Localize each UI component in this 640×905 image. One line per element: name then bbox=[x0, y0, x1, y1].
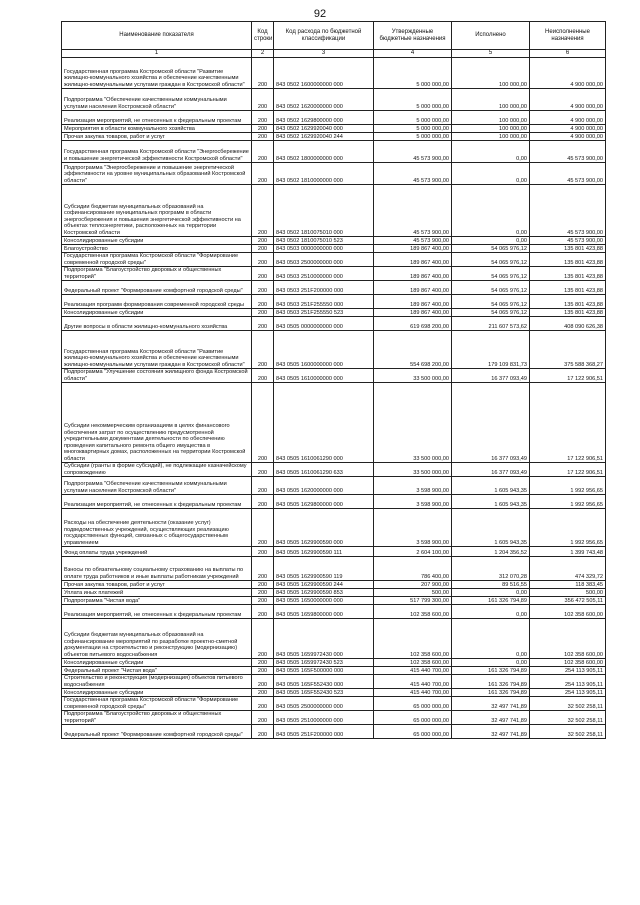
table-row bbox=[62, 383, 606, 463]
row-unexecuted: 356 472 505,11 bbox=[530, 597, 606, 605]
header-unexecuted: Неисполненные назначения bbox=[530, 22, 606, 50]
row-approved: 5 000 000,00 bbox=[374, 111, 452, 125]
table-body bbox=[62, 58, 606, 739]
table-row bbox=[62, 133, 606, 141]
row-executed: 32 497 741,89 bbox=[452, 697, 530, 711]
row-approved: 619 698 200,00 bbox=[374, 317, 452, 331]
row-name: Прочая закупка товаров, работ и услуг bbox=[62, 133, 252, 141]
row-executed: 0,00 bbox=[452, 163, 530, 185]
row-unexecuted: 135 801 423,88 bbox=[530, 245, 606, 253]
row-name: Консолидированные субсидии bbox=[62, 309, 252, 317]
row-approved: 102 358 600,00 bbox=[374, 659, 452, 667]
row-unexecuted: 32 502 258,11 bbox=[530, 711, 606, 725]
row-executed: 54 065 976,12 bbox=[452, 253, 530, 267]
column-number: 6 bbox=[530, 50, 606, 58]
row-unexecuted: 45 573 900,00 bbox=[530, 185, 606, 237]
row-name: Консолидированные субсидии bbox=[62, 237, 252, 245]
row-code: 200 bbox=[252, 58, 274, 89]
row-approved: 415 440 700,00 bbox=[374, 675, 452, 689]
row-executed: 161 326 794,89 bbox=[452, 675, 530, 689]
row-code: 200 bbox=[252, 245, 274, 253]
row-unexecuted: 1 399 743,48 bbox=[530, 547, 606, 557]
row-classification: 843 0505 1629900590 111 bbox=[274, 547, 374, 557]
row-executed: 0,00 bbox=[452, 589, 530, 597]
row-unexecuted: 4 900 000,00 bbox=[530, 125, 606, 133]
row-name: Уплата иных платежей bbox=[62, 589, 252, 597]
row-executed: 0,00 bbox=[452, 605, 530, 619]
table-row bbox=[62, 141, 606, 163]
row-classification: 843 0505 1629900590 853 bbox=[274, 589, 374, 597]
row-unexecuted: 500,00 bbox=[530, 589, 606, 597]
row-unexecuted: 1 992 956,65 bbox=[530, 495, 606, 509]
header-classification: Код расхода по бюджетной классификации bbox=[274, 22, 374, 50]
row-name: Другие вопросы в области жилищно-коммунального хозяйства bbox=[62, 317, 252, 331]
table-row bbox=[62, 725, 606, 739]
table-row bbox=[62, 309, 606, 317]
row-code: 200 bbox=[252, 317, 274, 331]
row-classification: 843 0502 1810075010 523 bbox=[274, 237, 374, 245]
table-row bbox=[62, 697, 606, 711]
row-executed: 100 000,00 bbox=[452, 89, 530, 111]
row-classification: 843 0502 1629800000 000 bbox=[274, 111, 374, 125]
page-number: 92 bbox=[313, 8, 327, 20]
table-row bbox=[62, 509, 606, 547]
row-name: Подпрограмма "Обеспечение качественными коммунальными услугами населения Костромской области" bbox=[62, 477, 252, 495]
row-classification: 843 0505 1629900590 244 bbox=[274, 581, 374, 589]
row-name: Субсидии (гранты в форме субсидий), не подлежащие казначейскому сопровождению bbox=[62, 463, 252, 477]
row-approved: 5 000 000,00 bbox=[374, 133, 452, 141]
row-approved: 3 598 900,00 bbox=[374, 477, 452, 495]
row-classification: 843 0502 1810075010 000 bbox=[274, 185, 374, 237]
row-classification: 843 0505 1610061290 633 bbox=[274, 463, 374, 477]
column-number: 3 bbox=[274, 50, 374, 58]
row-name: Государственная программа Костромской области "Развитие жилищно-коммунального хозяйства и обеспечение качественными жилищно-коммунальными услугами граждан в Костромской области" bbox=[62, 331, 252, 369]
row-executed: 32 497 741,89 bbox=[452, 725, 530, 739]
row-code: 200 bbox=[252, 597, 274, 605]
row-name: Строительство и реконструкция (модернизация) объектов питьевого водоснабжения bbox=[62, 675, 252, 689]
row-name: Государственная программа Костромской области "Развитие жилищно-коммунального хозяйства и обеспечение качественными жилищно-коммунальными услугами граждан в Костромской области" bbox=[62, 58, 252, 89]
row-unexecuted: 102 358 600,00 bbox=[530, 619, 606, 659]
row-unexecuted: 17 122 906,51 bbox=[530, 369, 606, 383]
row-approved: 189 867 400,00 bbox=[374, 281, 452, 295]
row-approved: 554 698 200,00 bbox=[374, 331, 452, 369]
table-row bbox=[62, 163, 606, 185]
row-name: Федеральный проект "Формирование комфортной городской среды" bbox=[62, 281, 252, 295]
row-unexecuted: 118 383,45 bbox=[530, 581, 606, 589]
table-row bbox=[62, 317, 606, 331]
row-approved: 45 573 900,00 bbox=[374, 237, 452, 245]
row-code: 200 bbox=[252, 697, 274, 711]
row-classification: 843 0505 1620000000 000 bbox=[274, 477, 374, 495]
row-unexecuted: 135 801 423,88 bbox=[530, 267, 606, 281]
header-executed: Исполнено bbox=[452, 22, 530, 50]
row-code: 200 bbox=[252, 689, 274, 697]
row-executed: 0,00 bbox=[452, 185, 530, 237]
row-code: 200 bbox=[252, 711, 274, 725]
row-unexecuted: 45 573 900,00 bbox=[530, 163, 606, 185]
row-approved: 415 440 700,00 bbox=[374, 667, 452, 675]
row-unexecuted: 135 801 423,88 bbox=[530, 309, 606, 317]
row-unexecuted: 45 573 900,00 bbox=[530, 237, 606, 245]
row-name: Реализация программ формирования современной городской среды bbox=[62, 295, 252, 309]
row-executed: 1 605 943,35 bbox=[452, 509, 530, 547]
table-row bbox=[62, 667, 606, 675]
row-code: 200 bbox=[252, 659, 274, 667]
row-name: Реализация мероприятий, не отнесенных к федеральным проектам bbox=[62, 495, 252, 509]
row-approved: 45 573 900,00 bbox=[374, 185, 452, 237]
row-approved: 5 000 000,00 bbox=[374, 125, 452, 133]
row-code: 200 bbox=[252, 589, 274, 597]
row-approved: 189 867 400,00 bbox=[374, 245, 452, 253]
row-classification: 843 0505 1659972430 523 bbox=[274, 659, 374, 667]
row-executed: 54 065 976,12 bbox=[452, 309, 530, 317]
row-code: 200 bbox=[252, 369, 274, 383]
row-executed: 54 065 976,12 bbox=[452, 295, 530, 309]
row-executed: 16 377 093,49 bbox=[452, 463, 530, 477]
row-code: 200 bbox=[252, 331, 274, 369]
row-name: Подпрограмма "Энергосбережение и повышение энергетической эффективности на уровне муниципальных образований Костромской области" bbox=[62, 163, 252, 185]
row-unexecuted: 4 900 000,00 bbox=[530, 89, 606, 111]
row-approved: 33 500 000,00 bbox=[374, 383, 452, 463]
table-row bbox=[62, 463, 606, 477]
row-code: 200 bbox=[252, 725, 274, 739]
row-executed: 1 605 943,35 bbox=[452, 477, 530, 495]
budget-table bbox=[61, 21, 606, 739]
row-name: Государственная программа Костромской области "Энергосбережение и повышение энергетической эффективности Костромской области" bbox=[62, 141, 252, 163]
row-approved: 3 598 900,00 bbox=[374, 495, 452, 509]
row-code: 200 bbox=[252, 581, 274, 589]
row-executed: 16 377 093,49 bbox=[452, 369, 530, 383]
row-code: 200 bbox=[252, 295, 274, 309]
row-name: Реализация мероприятий, не отнесенных к федеральным проектам bbox=[62, 111, 252, 125]
table-row bbox=[62, 557, 606, 581]
row-code: 200 bbox=[252, 605, 274, 619]
row-unexecuted: 17 122 906,51 bbox=[530, 463, 606, 477]
row-name: Благоустройство bbox=[62, 245, 252, 253]
table-row bbox=[62, 281, 606, 295]
table-row bbox=[62, 581, 606, 589]
row-code: 200 bbox=[252, 267, 274, 281]
row-approved: 45 573 900,00 bbox=[374, 141, 452, 163]
table-row bbox=[62, 185, 606, 237]
row-executed: 161 326 794,89 bbox=[452, 689, 530, 697]
row-code: 200 bbox=[252, 185, 274, 237]
row-unexecuted: 1 992 956,65 bbox=[530, 477, 606, 495]
row-code: 200 bbox=[252, 253, 274, 267]
row-name: Взносы по обязательному социальному страхованию на выплаты по оплате труда работников и иные выплаты работникам учреждений bbox=[62, 557, 252, 581]
row-approved: 65 000 000,00 bbox=[374, 725, 452, 739]
row-approved: 33 500 000,00 bbox=[374, 369, 452, 383]
row-name: Государственная программа Костромской области "Формирование современной городской среды" bbox=[62, 697, 252, 711]
row-unexecuted: 102 358 600,00 bbox=[530, 659, 606, 667]
row-name: Федеральный проект "Чистая вода" bbox=[62, 667, 252, 675]
table-row bbox=[62, 597, 606, 605]
row-approved: 207 900,00 bbox=[374, 581, 452, 589]
row-approved: 189 867 400,00 bbox=[374, 295, 452, 309]
row-code: 200 bbox=[252, 383, 274, 463]
row-executed: 100 000,00 bbox=[452, 125, 530, 133]
row-approved: 415 440 700,00 bbox=[374, 689, 452, 697]
row-unexecuted: 17 122 906,51 bbox=[530, 383, 606, 463]
row-unexecuted: 45 573 900,00 bbox=[530, 141, 606, 163]
row-code: 200 bbox=[252, 495, 274, 509]
row-executed: 32 497 741,89 bbox=[452, 711, 530, 725]
row-code: 200 bbox=[252, 141, 274, 163]
row-unexecuted: 135 801 423,88 bbox=[530, 281, 606, 295]
row-classification: 843 0505 165F500000 000 bbox=[274, 667, 374, 675]
table-row bbox=[62, 589, 606, 597]
row-code: 200 bbox=[252, 125, 274, 133]
row-classification: 843 0505 2510000000 000 bbox=[274, 711, 374, 725]
row-code: 200 bbox=[252, 111, 274, 125]
header-name: Наименование показателя bbox=[62, 22, 252, 50]
table-row bbox=[62, 253, 606, 267]
row-unexecuted: 4 900 000,00 bbox=[530, 58, 606, 89]
row-executed: 161 326 794,89 bbox=[452, 597, 530, 605]
row-approved: 517 799 300,00 bbox=[374, 597, 452, 605]
row-executed: 100 000,00 bbox=[452, 133, 530, 141]
row-classification: 843 0505 1659800000 000 bbox=[274, 605, 374, 619]
row-name: Субсидии бюджетам муниципальных образований на софинансирование муниципальных программ в области энергосбережения и повышения энергетической эффективности на объектах теплоэнергетики, расположенных на территории Костромской области bbox=[62, 185, 252, 237]
row-approved: 500,00 bbox=[374, 589, 452, 597]
row-classification: 843 0503 2510000000 000 bbox=[274, 267, 374, 281]
row-code: 200 bbox=[252, 163, 274, 185]
row-code: 200 bbox=[252, 309, 274, 317]
row-approved: 2 604 100,00 bbox=[374, 547, 452, 557]
row-code: 200 bbox=[252, 619, 274, 659]
row-executed: 1 204 356,52 bbox=[452, 547, 530, 557]
row-approved: 102 358 600,00 bbox=[374, 605, 452, 619]
row-executed: 211 607 573,62 bbox=[452, 317, 530, 331]
table-row bbox=[62, 547, 606, 557]
row-approved: 189 867 400,00 bbox=[374, 253, 452, 267]
row-name: Реализация мероприятий, не отнесенных к федеральным проектам bbox=[62, 605, 252, 619]
row-classification: 843 0505 251F200000 000 bbox=[274, 725, 374, 739]
table-row bbox=[62, 58, 606, 89]
row-classification: 843 0505 1600000000 000 bbox=[274, 331, 374, 369]
row-classification: 843 0503 251F255550 000 bbox=[274, 295, 374, 309]
row-classification: 843 0503 0000000000 000 bbox=[274, 245, 374, 253]
row-name: Подпрограмма "Чистая вода" bbox=[62, 597, 252, 605]
column-number: 5 bbox=[452, 50, 530, 58]
row-classification: 843 0505 0000000000 000 bbox=[274, 317, 374, 331]
table-row bbox=[62, 659, 606, 667]
row-name: Подпрограмма "Улучшение состояния жилищного фонда Костромской области" bbox=[62, 369, 252, 383]
row-unexecuted: 135 801 423,88 bbox=[530, 253, 606, 267]
row-executed: 54 065 976,12 bbox=[452, 267, 530, 281]
row-executed: 312 070,28 bbox=[452, 557, 530, 581]
row-approved: 5 000 000,00 bbox=[374, 58, 452, 89]
table-row bbox=[62, 267, 606, 281]
column-number-row bbox=[62, 50, 606, 58]
row-unexecuted: 254 113 905,11 bbox=[530, 667, 606, 675]
row-classification: 843 0505 165F552430 000 bbox=[274, 675, 374, 689]
table-row bbox=[62, 689, 606, 697]
row-classification: 843 0505 1629900590 000 bbox=[274, 509, 374, 547]
row-classification: 843 0505 2500000000 000 bbox=[274, 697, 374, 711]
row-classification: 843 0503 251F255550 523 bbox=[274, 309, 374, 317]
table-row bbox=[62, 237, 606, 245]
row-unexecuted: 4 900 000,00 bbox=[530, 111, 606, 125]
row-unexecuted: 474 329,72 bbox=[530, 557, 606, 581]
row-classification: 843 0502 1600000000 000 bbox=[274, 58, 374, 89]
row-approved: 5 000 000,00 bbox=[374, 89, 452, 111]
header-code: Код строки bbox=[252, 22, 274, 50]
column-number: 2 bbox=[252, 50, 274, 58]
row-unexecuted: 32 502 258,11 bbox=[530, 697, 606, 711]
row-executed: 0,00 bbox=[452, 237, 530, 245]
table-row bbox=[62, 675, 606, 689]
row-executed: 16 377 093,49 bbox=[452, 383, 530, 463]
row-classification: 843 0505 1610061290 000 bbox=[274, 383, 374, 463]
row-code: 200 bbox=[252, 281, 274, 295]
column-number: 1 bbox=[62, 50, 252, 58]
row-classification: 843 0502 1620000000 000 bbox=[274, 89, 374, 111]
row-approved: 189 867 400,00 bbox=[374, 267, 452, 281]
row-name: Фонд оплаты труда учреждений bbox=[62, 547, 252, 557]
row-executed: 0,00 bbox=[452, 619, 530, 659]
column-number: 4 bbox=[374, 50, 452, 58]
row-unexecuted: 4 900 000,00 bbox=[530, 133, 606, 141]
table-row bbox=[62, 619, 606, 659]
table-row bbox=[62, 369, 606, 383]
row-executed: 179 109 831,73 bbox=[452, 331, 530, 369]
header-approved: Утвержденные бюджетные назначения bbox=[374, 22, 452, 50]
row-executed: 54 065 976,12 bbox=[452, 281, 530, 295]
row-classification: 843 0503 251F200000 000 bbox=[274, 281, 374, 295]
row-classification: 843 0505 1629800000 000 bbox=[274, 495, 374, 509]
row-executed: 0,00 bbox=[452, 659, 530, 667]
row-classification: 843 0505 1629900590 119 bbox=[274, 557, 374, 581]
row-name: Подпрограмма "Благоустройство дворовых и общественных территорий" bbox=[62, 711, 252, 725]
row-code: 200 bbox=[252, 89, 274, 111]
row-approved: 3 598 900,00 bbox=[374, 509, 452, 547]
row-classification: 843 0502 1810000000 000 bbox=[274, 163, 374, 185]
row-name: Федеральный проект "Формирование комфортной городской среды" bbox=[62, 725, 252, 739]
row-executed: 1 605 943,35 bbox=[452, 495, 530, 509]
row-code: 200 bbox=[252, 463, 274, 477]
row-executed: 100 000,00 bbox=[452, 111, 530, 125]
row-name: Субсидии некоммерческим организациям в целях финансового обеспечения затрат по осуществлению предусмотренной учредительными документами деятельности по обеспечению проведения капитального ремонта общего имущества в многоквартирных домах, расположенных на территории Костромской области bbox=[62, 383, 252, 463]
row-unexecuted: 254 113 905,11 bbox=[530, 675, 606, 689]
table-header-row bbox=[62, 22, 606, 50]
row-name: Подпрограмма "Благоустройство дворовых и общественных территорий" bbox=[62, 267, 252, 281]
row-name: Мероприятия в области коммунального хозяйства bbox=[62, 125, 252, 133]
row-code: 200 bbox=[252, 237, 274, 245]
row-executed: 0,00 bbox=[452, 141, 530, 163]
table-row bbox=[62, 605, 606, 619]
row-executed: 89 516,55 bbox=[452, 581, 530, 589]
row-name: Расходы на обеспечение деятельности (оказание услуг) подведомственных учреждений, осуществляющих реализацию государственных функций, связанных с общегосударственным управлением bbox=[62, 509, 252, 547]
row-classification: 843 0502 1629920040 244 bbox=[274, 133, 374, 141]
row-approved: 102 358 600,00 bbox=[374, 619, 452, 659]
table-row bbox=[62, 125, 606, 133]
row-name: Консолидированные субсидии bbox=[62, 659, 252, 667]
row-unexecuted: 32 502 258,11 bbox=[530, 725, 606, 739]
row-classification: 843 0503 2500000000 000 bbox=[274, 253, 374, 267]
row-code: 200 bbox=[252, 133, 274, 141]
row-classification: 843 0502 1800000000 000 bbox=[274, 141, 374, 163]
table-row bbox=[62, 495, 606, 509]
row-name: Прочая закупка товаров, работ и услуг bbox=[62, 581, 252, 589]
row-approved: 45 573 900,00 bbox=[374, 163, 452, 185]
row-classification: 843 0505 1650000000 000 bbox=[274, 597, 374, 605]
row-unexecuted: 135 801 423,88 bbox=[530, 295, 606, 309]
row-executed: 100 000,00 bbox=[452, 58, 530, 89]
row-name: Субсидии бюджетам муниципальных образований на софинансирование мероприятий по разработке проектно-сметной документации на строительство и реконструкцию (модернизацию) объектов питьевого водоснабжения bbox=[62, 619, 252, 659]
row-code: 200 bbox=[252, 547, 274, 557]
table-row bbox=[62, 245, 606, 253]
table-row bbox=[62, 331, 606, 369]
row-approved: 33 500 000,00 bbox=[374, 463, 452, 477]
row-approved: 786 400,00 bbox=[374, 557, 452, 581]
table-row bbox=[62, 477, 606, 495]
row-classification: 843 0505 1610000000 000 bbox=[274, 369, 374, 383]
row-executed: 161 326 794,89 bbox=[452, 667, 530, 675]
row-code: 200 bbox=[252, 477, 274, 495]
row-name: Государственная программа Костромской области "Формирование современной городской среды" bbox=[62, 253, 252, 267]
row-approved: 189 867 400,00 bbox=[374, 309, 452, 317]
row-name: Подпрограмма "Обеспечение качественными коммунальными услугами населения Костромской области" bbox=[62, 89, 252, 111]
table-row bbox=[62, 711, 606, 725]
row-code: 200 bbox=[252, 675, 274, 689]
table-row bbox=[62, 111, 606, 125]
row-name: Консолидированные субсидии bbox=[62, 689, 252, 697]
row-classification: 843 0505 165F552430 523 bbox=[274, 689, 374, 697]
row-code: 200 bbox=[252, 557, 274, 581]
row-approved: 65 000 000,00 bbox=[374, 697, 452, 711]
row-classification: 843 0502 1629920040 000 bbox=[274, 125, 374, 133]
row-unexecuted: 1 992 956,65 bbox=[530, 509, 606, 547]
row-unexecuted: 375 588 368,27 bbox=[530, 331, 606, 369]
row-unexecuted: 254 113 905,11 bbox=[530, 689, 606, 697]
table-row bbox=[62, 295, 606, 309]
table-row bbox=[62, 89, 606, 111]
row-classification: 843 0505 1659972430 000 bbox=[274, 619, 374, 659]
row-code: 200 bbox=[252, 667, 274, 675]
row-unexecuted: 102 358 600,00 bbox=[530, 605, 606, 619]
row-unexecuted: 408 090 626,38 bbox=[530, 317, 606, 331]
row-approved: 65 000 000,00 bbox=[374, 711, 452, 725]
row-code: 200 bbox=[252, 509, 274, 547]
row-executed: 54 065 976,12 bbox=[452, 245, 530, 253]
